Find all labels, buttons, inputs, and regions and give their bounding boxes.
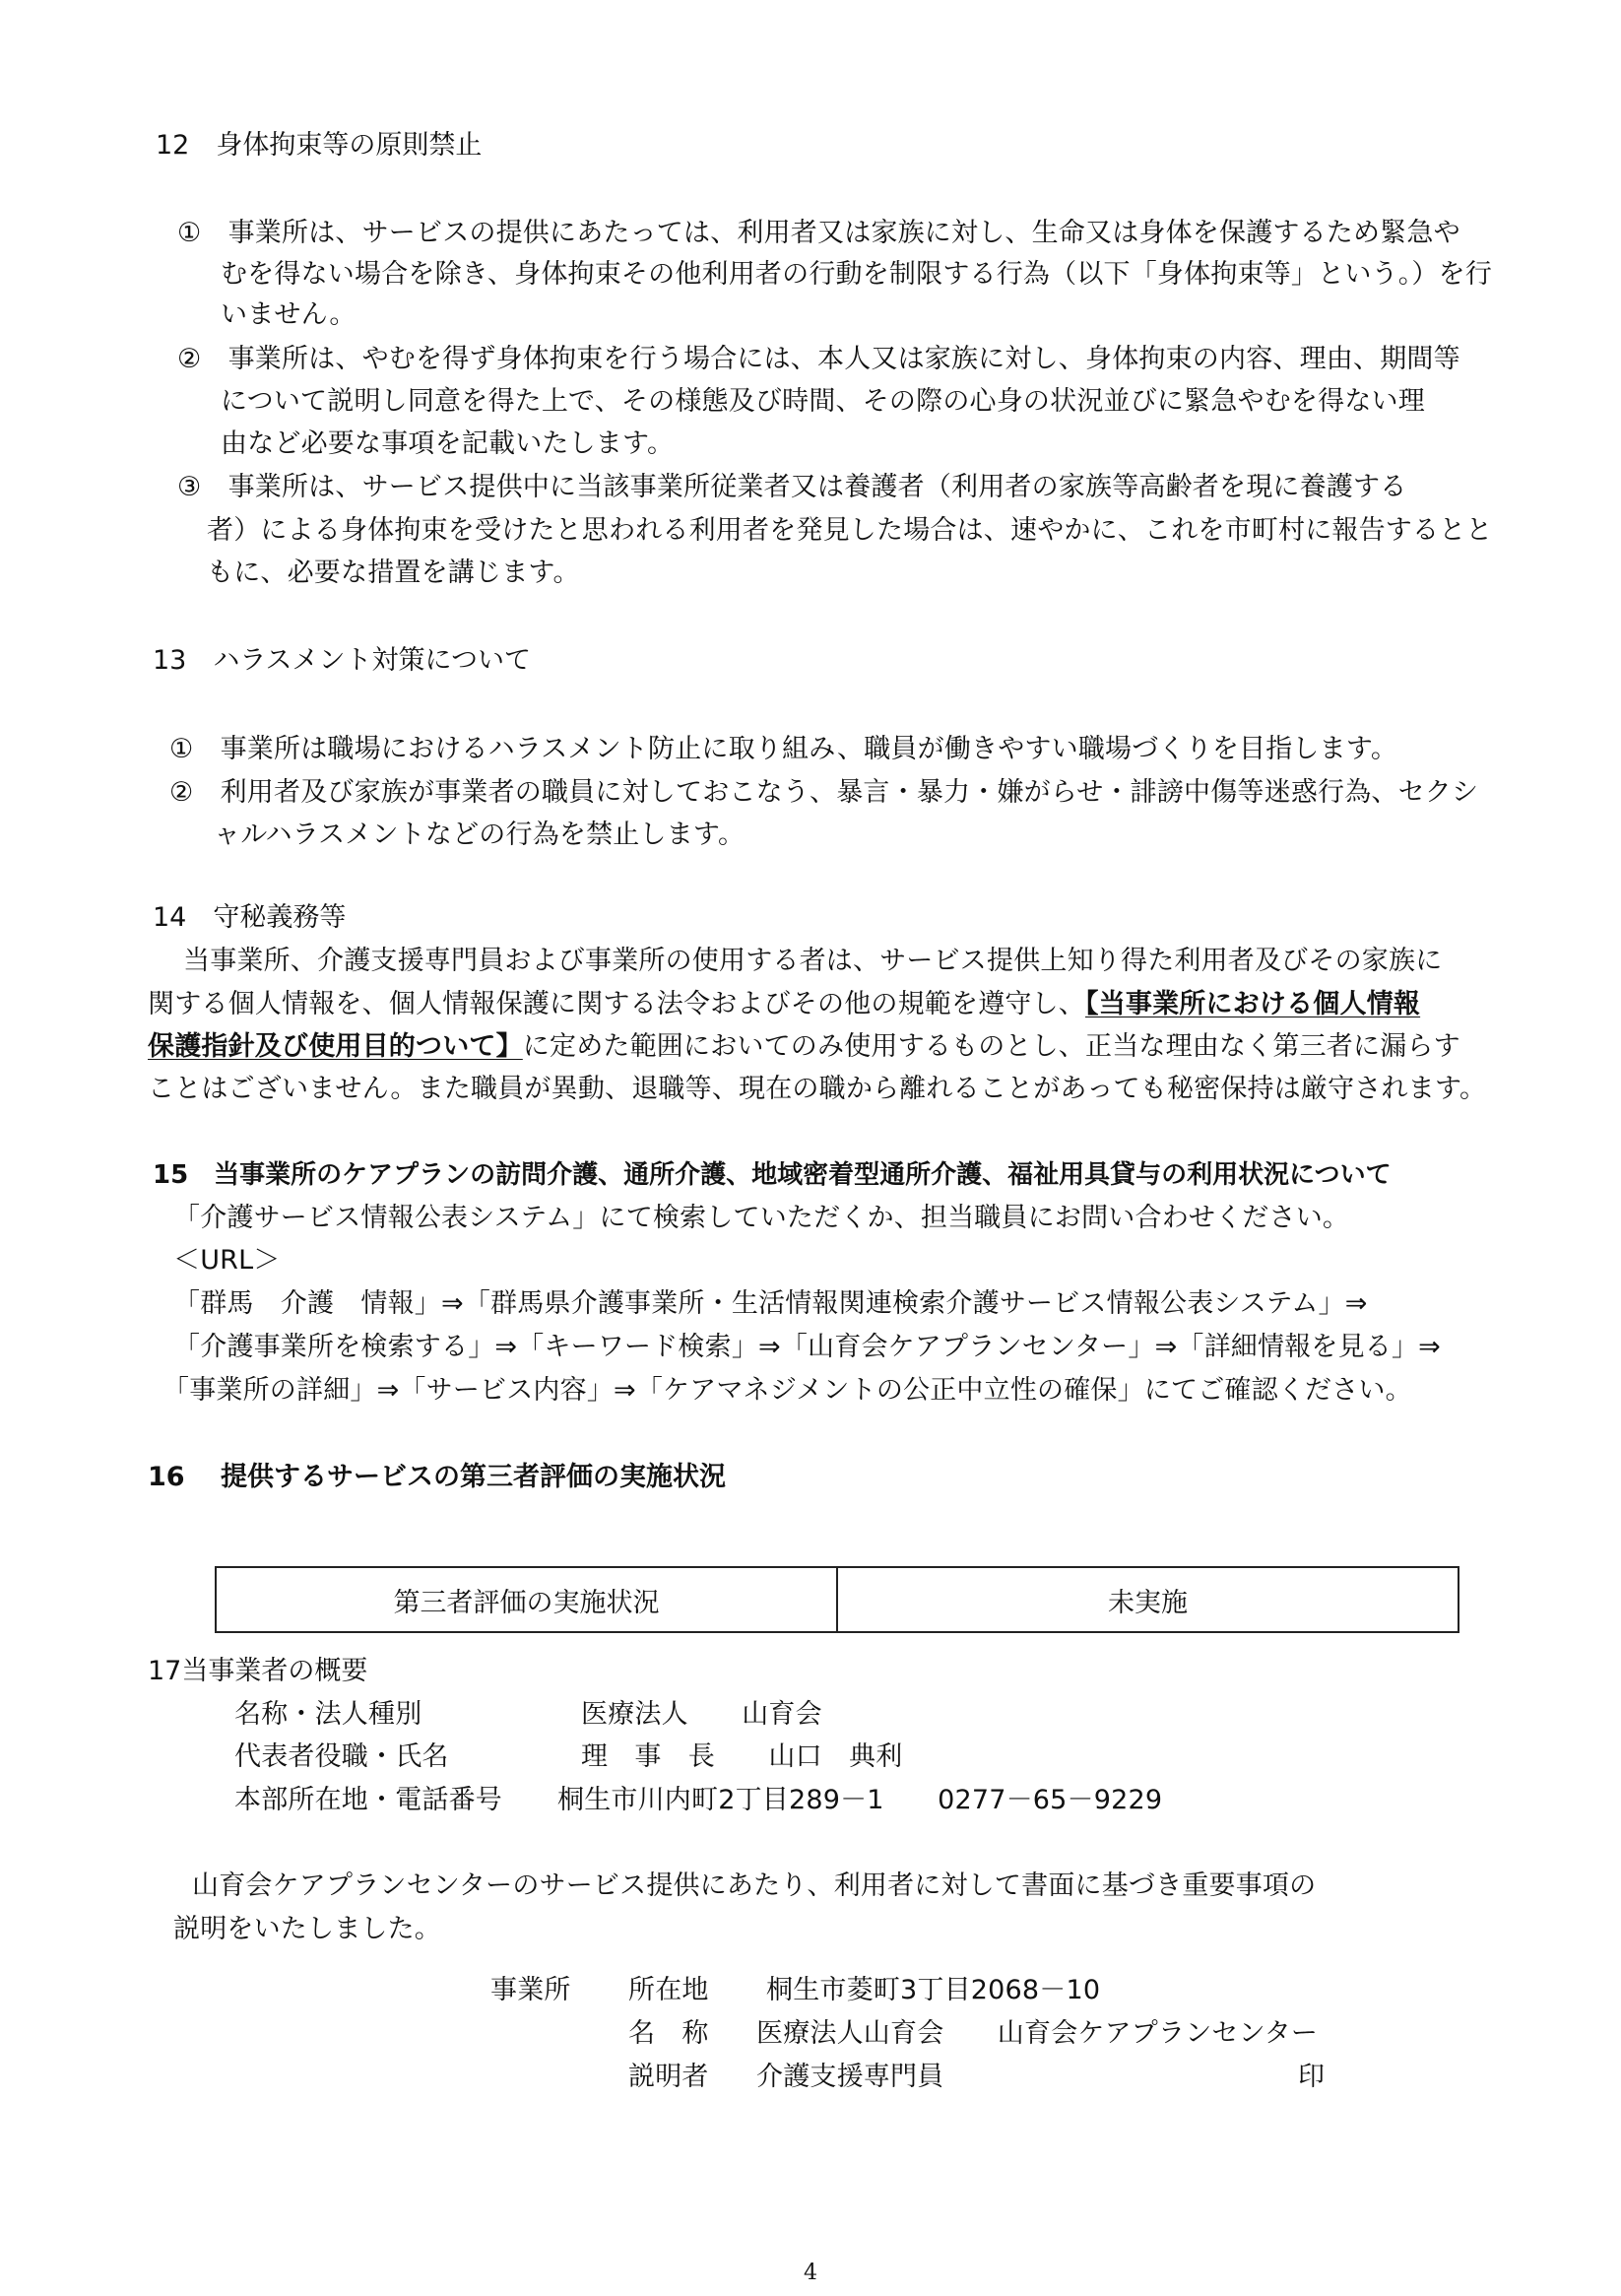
section-12-line: 由など必要な事項を記載いたします。 — [221, 428, 675, 459]
section-16-heading: 16 提供するサービスの第三者評価の実施状況 — [148, 1462, 726, 1492]
section-12-line: 者）による身体拘束を受けたと思われる利用者を発見した場合は、速やかに、これを市町村に報告するとと — [207, 515, 1493, 546]
section-14-line — [148, 991, 1420, 1017]
section-14-text: に定めた範囲においてのみ使用するものとし、正当な理由なく第三者に漏らす — [522, 1031, 1460, 1062]
section-14-line: ことはございません。また職員が異動、退職等、現在の職から離れることがあっても秘密保持は厳守されます。 — [148, 1074, 1487, 1104]
section-13-line: ャルハラスメントなどの行為を禁止します。 — [214, 820, 746, 850]
seal-mark: 印 — [1298, 2062, 1326, 2092]
company-info-value: 理 事 長 山口 典利 — [581, 1741, 903, 1772]
url-label: ＜URL＞ — [173, 1245, 281, 1276]
address-value: 桐生市菱町3丁目2068－10 — [766, 1975, 1101, 2005]
section-15-line: 「介護事業所を検索する」⇒「キーワード検索」⇒「山育会ケアプランセンター」⇒「詳細情報を見る」⇒ — [173, 1332, 1442, 1362]
evaluation-table — [215, 1566, 1459, 1633]
office-label: 事業所 — [490, 1975, 571, 2005]
section-13-line: ② 利用者及び家族が事業者の職員に対しておこなう、暴言・暴力・嫌がらせ・誹謗中傷等迷惑行為、セクシ — [169, 777, 1479, 808]
company-info-value: 医療法人 山育会 — [581, 1699, 822, 1730]
section-12-line: いません。 — [221, 299, 357, 330]
section-14-heading: 14 守秘義務等 — [153, 902, 347, 933]
privacy-policy-reference: 保護指針及び使用目的ついて】 — [148, 1031, 523, 1062]
section-15-heading: 15 当事業所のケアプランの訪問介護、通所介護、地域密着型通所介護、福祉用具貸与の利用状況について — [153, 1160, 1392, 1190]
section-12-line: むを得ない場合を除き、身体拘束その他利用者の行動を制限する行為（以下「身体拘束等」という。）を行 — [221, 259, 1493, 290]
section-13-heading: 13 ハラスメント対策について — [153, 645, 532, 676]
closing-line: 山育会ケアプランセンターのサービス提供にあたり、利用者に対して書面に基づき重要事項の — [192, 1870, 1317, 1901]
section-17-heading: 17当事業者の概要 — [148, 1656, 368, 1686]
section-12-line: もに、必要な措置を講じます。 — [207, 558, 580, 588]
evaluation-value-cell: 未実施 — [836, 1568, 1458, 1631]
address-label: 所在地 — [628, 1975, 709, 2005]
section-14-line: 当事業所、介護支援専門員および事業所の使用する者は、サービス提供上知り得た利用者及びその家族に — [183, 946, 1443, 976]
name-label: 名 称 — [628, 2018, 709, 2049]
company-info-label: 代表者役職・氏名 — [234, 1741, 449, 1772]
explainer-value: 介護支援専門員 — [756, 2062, 944, 2092]
section-14-text: 関する個人情報を、個人情報保護に関する法令およびその他の規範を遵守し、 — [148, 989, 1085, 1019]
section-13-line: ① 事業所は職場におけるハラスメント防止に取り組み、職員が働きやすい職場づくりを目指します。 — [169, 734, 1398, 764]
section-15-line: 「介護サービス情報公表システム」にて検索していただくか、担当職員にお問い合わせください。 — [173, 1203, 1350, 1233]
section-14-line — [148, 1033, 1460, 1060]
section-12-line: ③ 事業所は、サービス提供中に当該事業所従業者又は養護者（利用者の家族等高齢者を現に養護する — [177, 472, 1407, 502]
company-info-value: 桐生市川内町2丁目289－1 0277－65－9229 — [557, 1785, 1163, 1815]
privacy-policy-reference: 【当事業所における個人情報 — [1085, 989, 1421, 1019]
section-12-line: ② 事業所は、やむを得ず身体拘束を行う場合には、本人又は家族に対し、身体拘束の内容、理由、期間等 — [177, 344, 1460, 374]
name-value: 医療法人山育会 山育会ケアプランセンター — [756, 2018, 1319, 2049]
section-12-line: ① 事業所は、サービスの提供にあたっては、利用者又は家族に対し、生命又は身体を保護するため緊急や — [177, 218, 1460, 248]
section-15-line: 「群馬 介護 情報」⇒「群馬県介護事業所・生活情報関連検索介護サービス情報公表システム」⇒ — [173, 1288, 1368, 1319]
section-12-heading: 12 身体拘束等の原則禁止 — [156, 130, 483, 161]
section-15-line: 「事業所の詳細」⇒「サービス内容」⇒「ケアマネジメントの公正中立性の確保」にてご確認ください。 — [162, 1375, 1412, 1406]
page-number: 4 — [804, 2261, 817, 2285]
company-info-label: 本部所在地・電話番号 — [234, 1785, 502, 1815]
explainer-label: 説明者 — [628, 2062, 709, 2092]
closing-line: 説明をいたしました。 — [173, 1914, 441, 1944]
evaluation-label-cell: 第三者評価の実施状況 — [393, 1587, 660, 1618]
company-info-label: 名称・法人種別 — [234, 1699, 422, 1730]
section-12-line: について説明し同意を得た上で、その様態及び時間、その際の心身の状況並びに緊急やむを得ない理 — [221, 386, 1425, 417]
